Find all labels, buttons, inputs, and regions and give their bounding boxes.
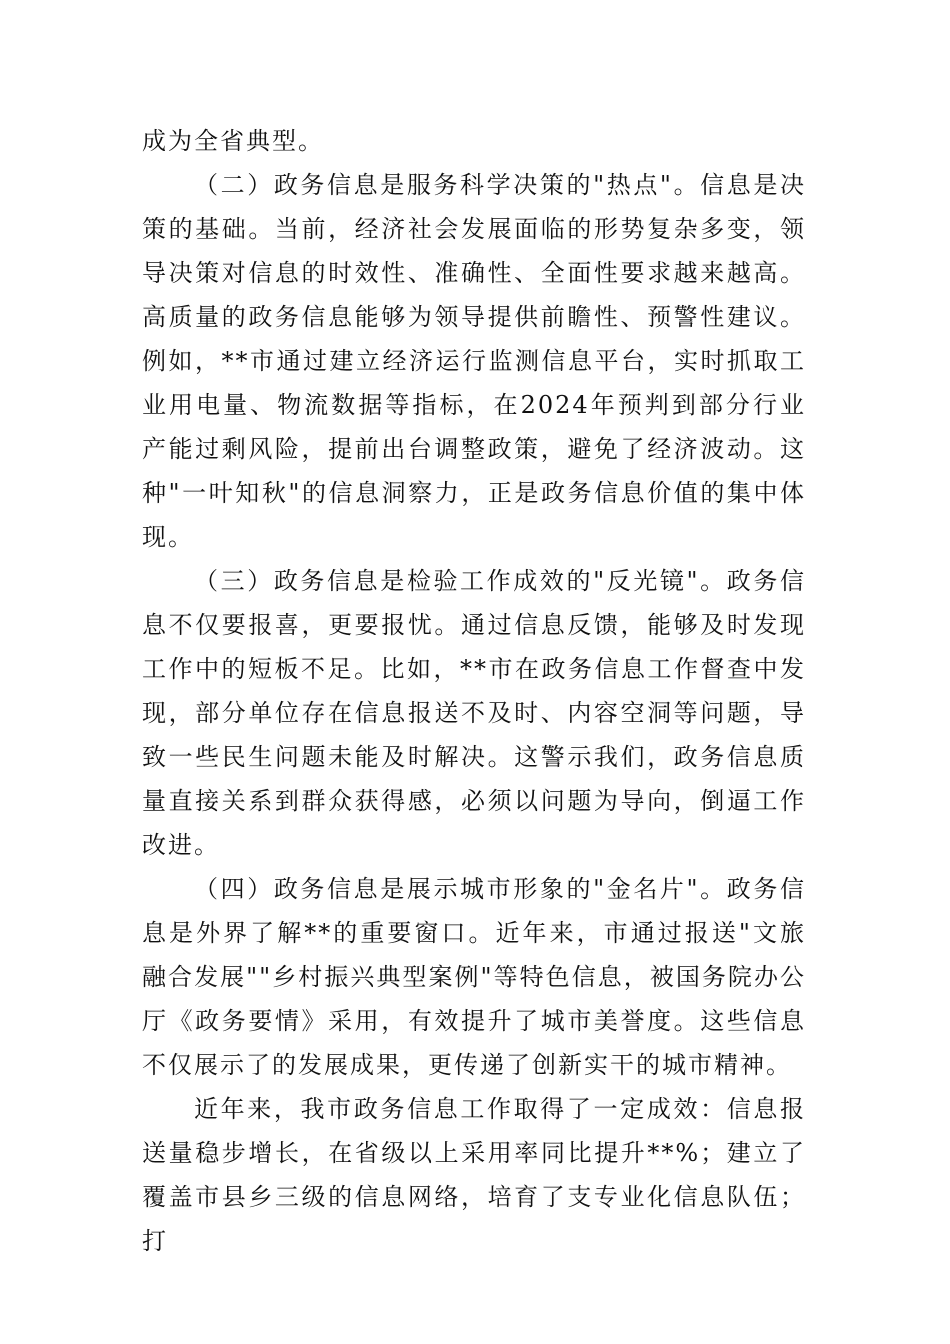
paragraph-continuation: 成为全省典型。	[142, 127, 324, 155]
paragraph-section-two: （二）政务信息是服务科学决策的"热点"。信息是决策的基础。当前，经济社会发展面临的形势复杂多变，领导决策对信息的时效性、准确性、全面性要求越来越高。高质量的政务信息能够为领导提供前瞻性、预警性建议。例如，**市通过建立经济运行监测信息平台，实时抓取工业用电量、物流数据等指标，在2024年预判到部分行业产能过剩风险，提前出台调整政策，避免了经济波动。这种"一叶知秋"的信息洞察力，正是政务信息价值的集中体现。	[142, 171, 806, 551]
paragraph-recent-achievements: 近年来，我市政务信息工作取得了一定成效：信息报送量稳步增长，在省级以上采用率同比提升**%；建立了覆盖市县乡三级的信息网络，培育了支专业化信息队伍；打	[142, 1095, 806, 1255]
document-body	[142, 119, 806, 1263]
paragraph-section-three: （三）政务信息是检验工作成效的"反光镜"。政务信息不仅要报喜，更要报忧。通过信息反馈，能够及时发现工作中的短板不足。比如，**市在政务信息工作督查中发现，部分单位存在信息报送不及时、内容空洞等问题，导致一些民生问题未能及时解决。这警示我们，政务信息质量直接关系到群众获得感，必须以问题为导向，倒逼工作改进。	[142, 567, 806, 859]
paragraph-section-four: （四）政务信息是展示城市形象的"金名片"。政务信息是外界了解**的重要窗口。近年来，市通过报送"文旅融合发展""乡村振兴典型案例"等特色信息，被国务院办公厅《政务要情》采用，有效提升了城市美誉度。这些信息不仅展示了的发展成果，更传递了创新实干的城市精神。	[142, 875, 806, 1079]
